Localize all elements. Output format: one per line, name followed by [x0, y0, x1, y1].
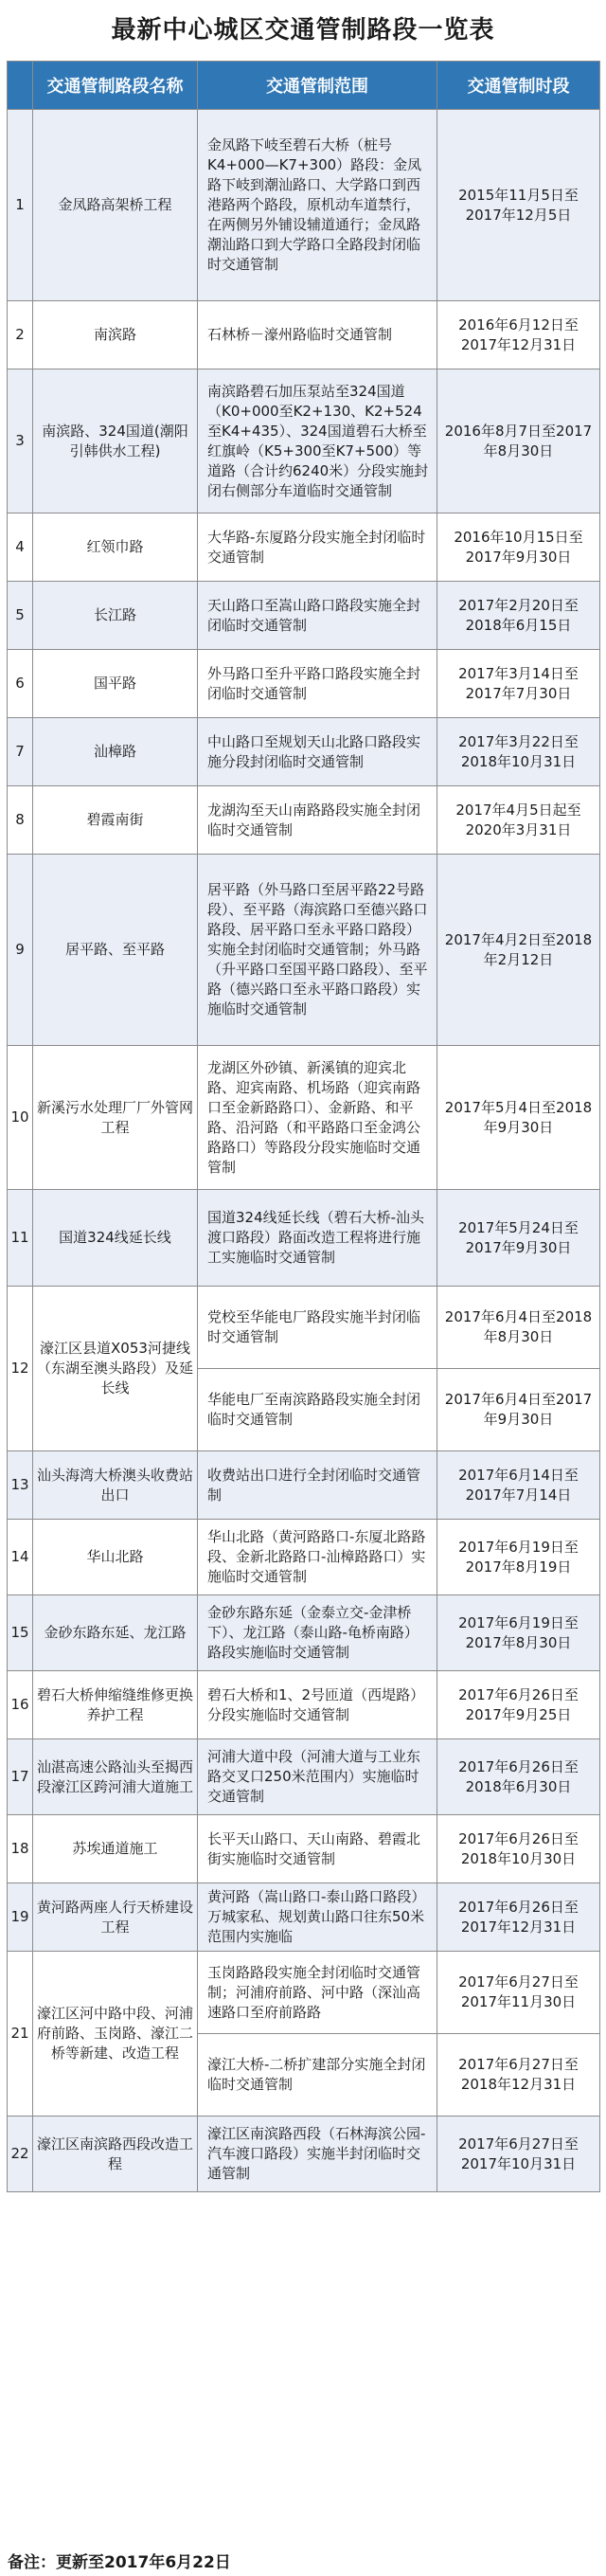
control-scope-cell: 金凤路下岐至碧石大桥（桩号K4+000—K7+300）路段：金凤路下岐到潮汕路口、大学路口到西港路两个路段，原机动车道禁行，在两侧另外铺设辅道通行；金凤路潮汕路口到大学路口全路段封闭临时交通管制 — [198, 110, 437, 301]
row-index: 2 — [8, 301, 33, 369]
control-scope-cell: 天山路口至嵩山路口路段实施全封闭临时交通管制 — [198, 582, 437, 650]
control-period-cell: 2017年3月14日至2017年7月30日 — [437, 650, 600, 718]
control-scope-cell: 龙湖区外砂镇、新溪镇的迎宾北路、迎宾南路、机场路（迎宾南路口至金新路路口）、金新路、和平路、沿河路（和平路路口至金鸿公路路口）等路段分段实施临时交通管制 — [198, 1046, 437, 1190]
control-period-cell: 2017年6月19日至2017年8月19日 — [437, 1520, 600, 1595]
control-period-cell: 2017年6月26日至2017年12月31日 — [437, 1883, 600, 1952]
section-name-cell: 濠江区河中路中段、河浦府前路、玉岗路、濠江二桥等新建、改造工程 — [33, 1952, 198, 2117]
section-name-cell: 金凤路高架桥工程 — [33, 110, 198, 301]
control-period-cell: 2017年6月4日至2018年8月30日 — [437, 1287, 600, 1369]
table-row — [8, 369, 600, 513]
row-index: 13 — [8, 1451, 33, 1520]
row-index: 16 — [8, 1671, 33, 1739]
control-scope-cell: 大华路-东厦路分段实施全封闭临时交通管制 — [198, 513, 437, 582]
control-period-cell: 2017年6月27日至2017年11月30日 — [437, 1952, 600, 2034]
table-row — [8, 1739, 600, 1815]
control-period-cell: 2016年6月12日至2017年12月31日 — [437, 301, 600, 369]
row-index: 9 — [8, 855, 33, 1046]
control-period-cell: 2017年6月26日至2017年9月25日 — [437, 1671, 600, 1739]
row-index: 3 — [8, 369, 33, 513]
table-row — [8, 110, 600, 301]
traffic-control-table — [7, 61, 600, 2192]
control-period-cell: 2017年5月4日至2018年9月30日 — [437, 1046, 600, 1190]
header-section-name: 交通管制路段名称 — [33, 62, 198, 110]
row-index: 1 — [8, 110, 33, 301]
control-scope-cell: 华山北路（黄河路路口-东厦北路路段、金新北路路口-汕樟路路口）实施临时交通管制 — [198, 1520, 437, 1595]
control-scope-cell: 国道324线延长线（碧石大桥-汕头渡口路段）路面改造工程将进行施工实施临时交通管制 — [198, 1190, 437, 1287]
page-title: 最新中心城区交通管制路段一览表 — [111, 16, 495, 45]
table-row — [8, 513, 600, 582]
control-scope-cell: 华能电厂至南滨路路段实施全封闭临时交通管制 — [198, 1369, 437, 1451]
table-row — [8, 1046, 600, 1190]
section-name-cell: 濠江区县道X053河捷线（东湖至澳头路段）及延长线 — [33, 1287, 198, 1451]
control-period-cell: 2017年6月14日至2017年7月14日 — [437, 1451, 600, 1520]
table-row — [8, 855, 600, 1046]
row-index: 5 — [8, 582, 33, 650]
section-name-cell: 汕湛高速公路汕头至揭西段濠江区跨河浦大道施工 — [33, 1739, 198, 1815]
control-period-cell: 2017年6月26日至2018年10月30日 — [437, 1815, 600, 1883]
section-name-cell: 居平路、至平路 — [33, 855, 198, 1046]
control-period-cell: 2016年8月7日至2017年8月30日 — [437, 369, 600, 513]
row-index: 19 — [8, 1883, 33, 1952]
control-scope-cell: 外马路口至升平路口路段实施全封闭临时交通管制 — [198, 650, 437, 718]
control-period-cell: 2017年4月5日起至2020年3月31日 — [437, 786, 600, 855]
table-row — [8, 650, 600, 718]
control-period-cell: 2017年6月26日至2018年6月30日 — [437, 1739, 600, 1815]
section-name-cell: 黄河路两座人行天桥建设工程 — [33, 1883, 198, 1952]
row-index: 8 — [8, 786, 33, 855]
control-period-cell: 2017年2月20日至2018年6月15日 — [437, 582, 600, 650]
row-index: 4 — [8, 513, 33, 582]
section-name-cell: 国平路 — [33, 650, 198, 718]
control-scope-cell: 中山路口至规划天山北路口路段实施分段封闭临时交通管制 — [198, 718, 437, 786]
row-index: 7 — [8, 718, 33, 786]
table-row — [8, 301, 600, 369]
table-row — [8, 1952, 600, 2034]
table-header-row — [8, 62, 600, 110]
table-row — [8, 1287, 600, 1369]
control-period-cell: 2017年6月19日至2017年8月30日 — [437, 1595, 600, 1671]
control-scope-cell: 党校至华能电厂路段实施半封闭临时交通管制 — [198, 1287, 437, 1369]
control-period-cell: 2017年6月27日至2017年10月31日 — [437, 2117, 600, 2192]
control-period-cell: 2017年6月27日至2018年12月31日 — [437, 2034, 600, 2117]
section-name-cell: 南滨路 — [33, 301, 198, 369]
control-scope-cell: 长平天山路口、天山南路、碧霞北街实施临时交通管制 — [198, 1815, 437, 1883]
section-name-cell: 国道324线延长线 — [33, 1190, 198, 1287]
table-row — [8, 1883, 600, 1952]
header-control-scope: 交通管制范围 — [198, 62, 437, 110]
section-name-cell: 华山北路 — [33, 1520, 198, 1595]
control-period-cell: 2015年11月5日至2017年12月5日 — [437, 110, 600, 301]
table-row — [8, 1815, 600, 1883]
control-period-cell: 2016年10月15日至2017年9月30日 — [437, 513, 600, 582]
table-row — [8, 1190, 600, 1287]
section-name-cell: 苏埃通道施工 — [33, 1815, 198, 1883]
section-name-cell: 金砂东路东延、龙江路 — [33, 1595, 198, 1671]
control-period-cell: 2017年4月2日至2018年2月12日 — [437, 855, 600, 1046]
row-index: 14 — [8, 1520, 33, 1595]
row-index: 11 — [8, 1190, 33, 1287]
control-scope-cell: 濠江大桥-二桥扩建部分实施全封闭临时交通管制 — [198, 2034, 437, 2117]
section-name-cell: 碧霞南街 — [33, 786, 198, 855]
table-row — [8, 718, 600, 786]
control-scope-cell: 碧石大桥和1、2号匝道（西堤路）分段实施临时交通管制 — [198, 1671, 437, 1739]
section-name-cell: 汕樟路 — [33, 718, 198, 786]
table-row — [8, 1451, 600, 1520]
header-index — [8, 62, 33, 110]
header-control-period: 交通管制时段 — [437, 62, 600, 110]
table-row — [8, 786, 600, 855]
table-row — [8, 582, 600, 650]
row-index: 17 — [8, 1739, 33, 1815]
control-scope-cell: 居平路（外马路口至居平路22号路段）、至平路（海滨路口至德兴路口路段、居平路口至永平路口路段）实施全封闭临时交通管制；外马路（升平路口至国平路口路段）、至平路（德兴路口至永平路口路段）实施临时交通管制 — [198, 855, 437, 1046]
row-index: 15 — [8, 1595, 33, 1671]
control-period-cell: 2017年3月22日至2018年10月31日 — [437, 718, 600, 786]
control-scope-cell: 石林桥－濠州路临时交通管制 — [198, 301, 437, 369]
table-row — [8, 1671, 600, 1739]
control-scope-cell: 黄河路（嵩山路口-泰山路口路段）万城家私、规划黄山路口往东50米范围内实施临 — [198, 1883, 437, 1952]
section-name-cell: 长江路 — [33, 582, 198, 650]
control-scope-cell: 金砂东路东延（金泰立交-金津桥下）、龙江路（泰山路-龟桥南路）路段实施临时交通管制 — [198, 1595, 437, 1671]
control-period-cell: 2017年6月4日至2017年9月30日 — [437, 1369, 600, 1451]
row-index: 12 — [8, 1287, 33, 1451]
row-index: 6 — [8, 650, 33, 718]
section-name-cell: 碧石大桥伸缩缝维修更换养护工程 — [33, 1671, 198, 1739]
section-name-cell: 新溪污水处理厂厂外管网工程 — [33, 1046, 198, 1190]
section-name-cell: 濠江区南滨路西段改造工程 — [33, 2117, 198, 2192]
control-period-cell: 2017年5月24日至2017年9月30日 — [437, 1190, 600, 1287]
control-scope-cell: 玉岗路路段实施全封闭临时交通管制；河浦府前路、河中路（深汕高速路口至府前路路 — [198, 1952, 437, 2034]
row-index: 22 — [8, 2117, 33, 2192]
table-row — [8, 1595, 600, 1671]
control-scope-cell: 收费站出口进行全封闭临时交通管制 — [198, 1451, 437, 1520]
table-row — [8, 1520, 600, 1595]
control-scope-cell: 龙湖沟至天山南路路段实施全封闭临时交通管制 — [198, 786, 437, 855]
control-scope-cell: 河浦大道中段（河浦大道与工业东路交叉口250米范围内）实施临时交通管制 — [198, 1739, 437, 1815]
table-row — [8, 2117, 600, 2192]
row-index: 21 — [8, 1952, 33, 2117]
control-scope-cell: 南滨路碧石加压泵站至324国道（K0+000至K2+130、K2+524至K4+435）、324国道碧石大桥至红旗岭（K5+300至K7+500）等道路（合计约6240米）分段实施封闭右侧部分车道临时交通管制 — [198, 369, 437, 513]
section-name-cell: 红领巾路 — [33, 513, 198, 582]
footnote: 备注：更新至2017年6月22日 — [8, 2553, 231, 2572]
row-index: 18 — [8, 1815, 33, 1883]
control-scope-cell: 濠江区南滨路西段（石林海滨公园-汽车渡口路段）实施半封闭临时交通管制 — [198, 2117, 437, 2192]
row-index: 10 — [8, 1046, 33, 1190]
section-name-cell: 南滨路、324国道(潮阳引韩供水工程) — [33, 369, 198, 513]
section-name-cell: 汕头海湾大桥澳头收费站出口 — [33, 1451, 198, 1520]
